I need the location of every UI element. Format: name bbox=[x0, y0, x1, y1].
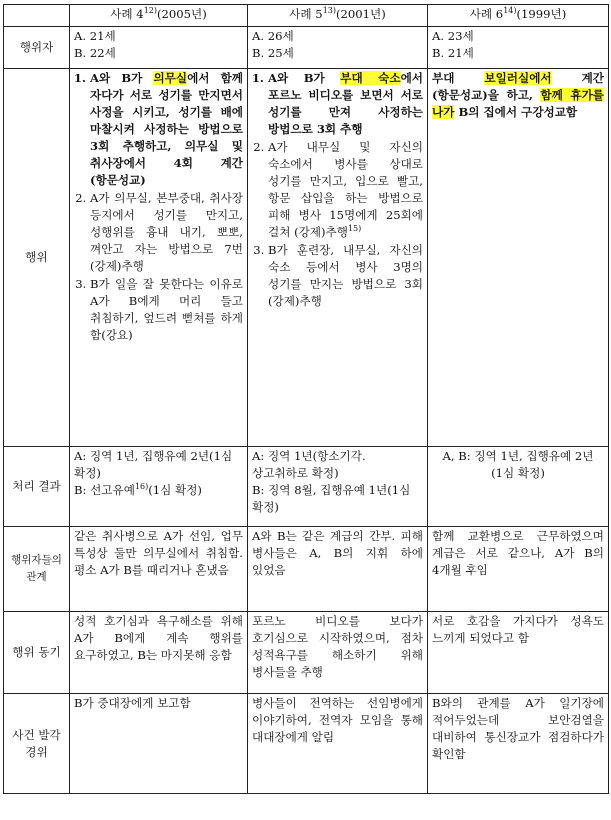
discovery-case-6: B와의 관계를 A가 일기장에 적어두었는데 보안검열을 대비하여 통신장교가 점검하다가 확인함 bbox=[428, 694, 609, 794]
row-result bbox=[4, 447, 609, 527]
corner-cell bbox=[4, 5, 70, 27]
result-case-5: A: 징역 1년(항소기각. 상고취하로 확정) B: 징역 8월, 집행유예 1년(1심 확정) bbox=[248, 447, 428, 527]
act-case-5-item-2: 2. A가 내무실 및 자신의 숙소에서 병사를 상대로 성기를 만지고, 입으로 빨고, 항문 삽입을 하는 방법으로 피해 병사 15명에게 25회에 걸쳐 (강제)추행$^{15)}$ bbox=[268, 139, 423, 241]
row-relation bbox=[4, 527, 609, 612]
relation-case-6: 함께 교환병으로 근무하였으며 계급은 서로 같으나, A가 B의 4개월 후임 bbox=[428, 527, 609, 612]
actor-case-5: A. 26세 B. 25세 bbox=[248, 27, 428, 69]
row-act bbox=[4, 69, 609, 447]
motive-case-5: 포르노 비디오를 보다가 호기심으로 시작하였으며, 점차 성적욕구를 해소하기 위해 병사들을 추행 bbox=[248, 612, 428, 694]
row-label-relation: 행위자들의 관계 bbox=[4, 527, 70, 612]
act-case-4-item-2: 2. A가 의무실, 본부중대, 취사장 등지에서 성기를 만지고, 성행위를 흉내 내기, 뽀뽀, 껴안고 자는 방법으로 7번 (강제)추행 bbox=[90, 190, 243, 275]
header-case-5: 사례 5$^{13)}$(2001년) bbox=[248, 5, 428, 27]
row-motive bbox=[4, 612, 609, 694]
relation-case-5: A와 B는 같은 계급의 간부. 피해 병사들은 A, B의 지휘 하에 있었음 bbox=[248, 527, 428, 612]
row-label-act: 행위 bbox=[4, 69, 70, 447]
row-label-actor: 행위자 bbox=[4, 27, 70, 69]
row-discovery bbox=[4, 694, 609, 794]
row-actor bbox=[4, 27, 609, 69]
actor-case-4: A. 21세 B. 22세 bbox=[70, 27, 248, 69]
result-case-6: A, B: 징역 1년, 집행유예 2년(1심 확정) bbox=[428, 447, 609, 527]
result-case-4: A: 징역 1년, 집행유예 2년(1심 확정) B: 선고유예$^{16)}$(1심 확정) bbox=[70, 447, 248, 527]
discovery-case-5: 병사들이 전역하는 선임병에게 이야기하여, 전역자 모임을 통해 대대장에게 알림 bbox=[248, 694, 428, 794]
act-case-5-item-3: 3. B가 훈련장, 내무실, 자신의 숙소 등에서 병사 3명의 성기를 만지는 방법으로 3회 (강제)추행 bbox=[268, 242, 423, 310]
relation-case-4: 같은 취사병으로 A가 선임, 업무 특성상 둘만 의무실에서 취침함. 평소 A가 B를 때리거나 혼냈음 bbox=[70, 527, 248, 612]
row-label-motive: 행위 동기 bbox=[4, 612, 70, 694]
act-case-6: 부대 보일러실에서 계간(항문성교)을 하고, 함께 휴가를 나가 B의 집에서 구강성교함 bbox=[428, 69, 609, 447]
motive-case-4: 성적 호기심과 욕구해소를 위해 A가 B에게 계속 행위를 요구하였고, B는 마지못해 응함 bbox=[70, 612, 248, 694]
act-case-5-item-1: 1. A와 B가 부대 숙소에서 포르노 비디오를 보면서 서로 성기를 만져 사정하는 방법으로 3회 추행 bbox=[268, 70, 423, 138]
act-case-5 bbox=[248, 69, 428, 447]
header-case-6: 사례 6$^{14)}$(1999년) bbox=[428, 5, 609, 27]
actor-case-6: A. 23세 B. 21세 bbox=[428, 27, 609, 69]
discovery-case-4: B가 중대장에게 보고함 bbox=[70, 694, 248, 794]
header-case-4: 사례 4$^{12)}$(2005년) bbox=[70, 5, 248, 27]
act-case-4-item-3: 3. B가 일을 잘 못한다는 이유로 A가 B에게 머리 들고 취침하기, 엎드려 뻗쳐를 하게 함(강요) bbox=[90, 276, 243, 344]
motive-case-6: 서로 호감을 가지다가 성욕도 느끼게 되었다고 함 bbox=[428, 612, 609, 694]
header-row bbox=[4, 5, 609, 27]
act-case-4 bbox=[70, 69, 248, 447]
row-label-result: 처리 결과 bbox=[4, 447, 70, 527]
act-case-4-item-1: 1. A와 B가 의무실에서 함께 자다가 서로 성기를 만지면서 사정을 시키고, 성기를 배에 마찰시켜 사정하는 방법으로 3회 추행하고, 의무실 및 취사장에서 4회 계간(항문성교) bbox=[90, 70, 243, 189]
case-comparison-table bbox=[3, 4, 609, 794]
row-label-discovery: 사건 발각 경위 bbox=[4, 694, 70, 794]
